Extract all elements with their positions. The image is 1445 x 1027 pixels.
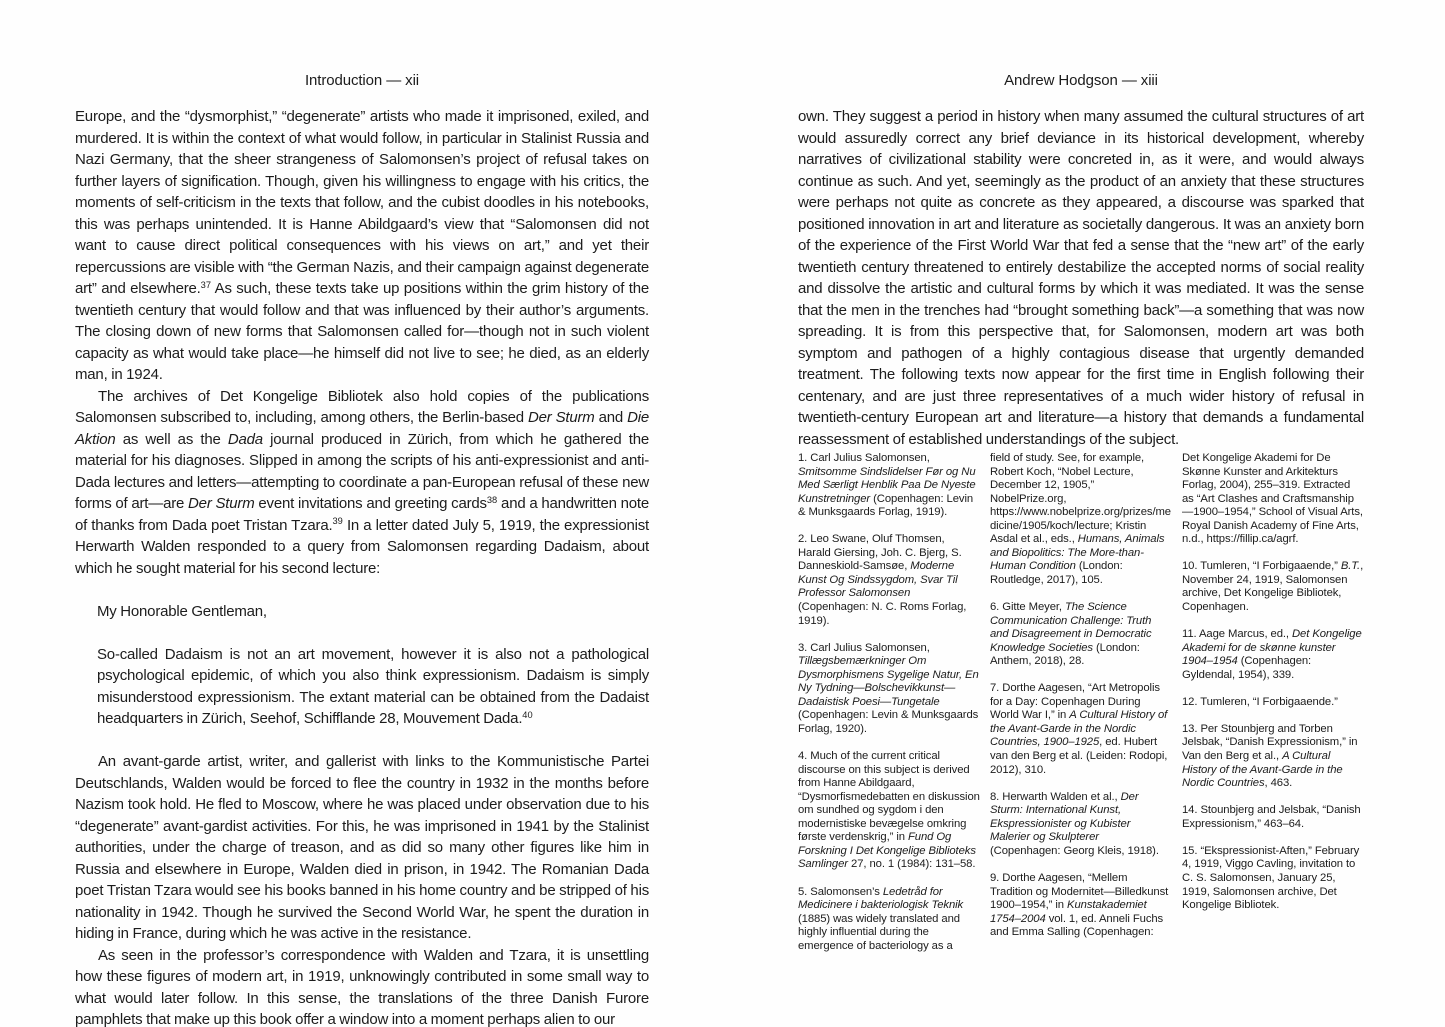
italic-title: Der Sturm bbox=[188, 495, 255, 512]
text-run: Det Kongelige Akademi for De Skønne Kunster and Arkitekturs Forlag, 2004), 255–319. Extracted as “Art Clashes and Craftsmanship—1900–1954,” School of Visual Arts, Royal Danish Academy of Fine Arts, n.d., https://fillip.ca/agrf. bbox=[1182, 452, 1363, 546]
text-run: and a handwritten note of thanks from Dada poet Tristan Tzara. bbox=[75, 495, 650, 534]
text-run: event invitations and greeting cards bbox=[254, 495, 487, 512]
text-run: As seen in the professor’s correspondence with Walden and Tzara, it is unsettling how these figures of modern art, in 1919, unknowingly contributed in some small way to what would later follow. In this sense, the translations of the three Danish Furore pamphlets that make up this book offer a window into a moment perhaps alien to our bbox=[75, 946, 649, 1027]
running-head-left: Introduction — xii bbox=[304, 72, 420, 89]
text-run: (Copenhagen: Georg Kleis, 1918). bbox=[990, 844, 1159, 857]
italic-title: Smitsomme Sindslidelser Før og Nu Med Særligt Henblik Paa De Nyeste Kunstretninger bbox=[798, 465, 976, 505]
text-run: 6. Gitte Meyer, bbox=[990, 601, 1065, 614]
text-run: Europe, and the “dysmorphist,” “degenerate” artists who made it imprisoned, exiled, and murdered. It is within the context of what would follow, in particular in Stalinist Russia and Nazi Germany, that the sheer strangeness of Salomonsen’s project of refusal takes on further layers of signification. Though, given his willingness to engage with his critics, the moments of self-criticism in the texts that follow, and the cubist doodles in his notebooks, this was perhaps unintended. It is Hanne Abildgaard’s view that “Salomonsen did not want to cause direct political consequences with his views on art,” and yet their repercussions are visible with “the German Nazis, and their campaign against degenerate art” and elsewhere. bbox=[75, 108, 649, 297]
text-run: as well as the bbox=[115, 430, 228, 448]
italic-title: A Cultural History of the Avant-Garde in the Nordic Countries, 1900–1925 bbox=[990, 709, 1168, 749]
italic-title: Moderne Kunst Og Sindssygdom, Svar Til Professor Salomonsen bbox=[798, 560, 958, 600]
text-run: , November 24, 1919, Salomonsen archive, Det Kongelige Bibliotek, Copenhagen. bbox=[1182, 560, 1364, 614]
text-run: (London: Routledge, 2017), 105. bbox=[990, 560, 1123, 586]
footnote bbox=[1182, 804, 1364, 831]
footnote bbox=[798, 452, 980, 520]
text-run: (Copenhagen: N. C. Roms Forlag, 1919). bbox=[798, 601, 967, 627]
italic-title: Ledetråd for Medicinere i bakteriologisk Teknik bbox=[798, 885, 964, 912]
paragraph bbox=[75, 106, 649, 386]
text-run: (Copenhagen: Levin & Munksgaards Forlag, 1920). bbox=[798, 709, 979, 735]
footnote bbox=[990, 791, 1172, 859]
footnote-column-2 bbox=[990, 452, 1172, 953]
paragraph bbox=[798, 106, 1364, 450]
body-text-left bbox=[75, 106, 649, 1027]
footnote-reference: 39 bbox=[332, 516, 343, 527]
text-run: , ed. Hubert van den Berg et al. (Leiden: Rodopi, 2012), 310. bbox=[990, 736, 1168, 776]
running-head-right: Andrew Hodgson — xiii bbox=[1004, 72, 1158, 89]
italic-title: Fund Og Forskning I Det Kongelige Biblioteks Samlinger bbox=[798, 831, 976, 871]
paragraph bbox=[75, 386, 649, 580]
text-run: own. They suggest a period in history when many assumed the cultural structures of art would assuredly correct any brief deviance in its historical development, whereby narratives of civilizational stability were concreted in, as it were, and would always continue as such. And yet, seemingly as the product of an anxiety that these structures were perhaps not quite as concrete as they appeared, a discourse was sparked that positioned innovation in art and literature as societally dangerous. It was an anxiety born of the experience of the First World War that fed a sense that the “new art” of the early twentieth century threatened to entirely destabilize the accepted norms of social reality and dissolve the artistic and cultural forms by which it was mediated. It was the sense that the men in the trenches had “brought something back”—a something that was now spreading. It is from this perspective that, for Salomonsen, modern art was both symptom and pathogen of a highly contagious disease that urgently demanded treatment. The following texts now appear for the first time in English following their centenary, and are just three representatives of a much wider history of refusal in twentieth-century European art and literature—a history that demands a fundamental reassessment of established understandings of the subject. bbox=[798, 108, 1364, 448]
italic-title: Tillægsbemærkninger Om Dysmorphismens Sygelige Natur, En Ny Tydning—Bolschevikkunst—Dadaistisk Poesi—Tungetale bbox=[798, 655, 979, 708]
footnote-reference: 37 bbox=[200, 279, 211, 290]
text-run: As such, these texts take up positions within the grim history of the twentieth century that would follow and that was influenced by their author’s arguments. The closing down of new forms that Salomonsen called for—though not in such violent capacity as what would take place—he himself did not live to see; he died, as an elderly man, in 1924. bbox=[75, 280, 649, 383]
italic-title: Der Sturm: International Kunst, Ekspressionister og Kubister Malerier og Skulpterer bbox=[990, 790, 1139, 844]
text-run: An avant-garde artist, writer, and gallerist with links to the Kommunistische Partei Deutschlands, Walden would be forced to flee the country in 1932 in the months before Nazism took hold. He fled to Moscow, where he was placed under observation due to his “degenerate” avant-gardist activities. For this, he was imprisoned in 1941 by the Stalinist authorities, under the charge of treason, and as did so many other figures like him in Russia and elsewhere in Europe, Walden died in prison, in 1942. The Romanian Dada poet Tristan Tzara would see his books banned in his home country and be stripped of his nationality in 1942. Though he survived the Second World War, he spent the duration in hiding in France, during which he was active in the resistance. bbox=[75, 753, 649, 942]
text-run: and bbox=[594, 409, 628, 426]
footnote-reference: 38 bbox=[486, 494, 498, 505]
footnote bbox=[798, 750, 980, 872]
text-run: 5. Salomonsen’s bbox=[798, 885, 883, 898]
text-run: In a letter dated July 5, 1919, the expressionist Herwarth Walden responded to a query from Salomonsen regarding Dadaism, about which he sought material for his second lecture: bbox=[75, 516, 649, 577]
footnote bbox=[990, 452, 1172, 587]
footnote-column-3 bbox=[1182, 452, 1364, 953]
footnote bbox=[1182, 696, 1364, 710]
text-run: journal produced in Zürich, from which he gathered the material for his diagnoses. Slipped in among the scripts of his anti-expressionist and anti-Dada lectures and letters—attempting to coordinate a pan-European refusal of these new forms of art—are bbox=[75, 430, 649, 512]
italic-title: The Science Communication Challenge: Truth and Disagreement in Democratic Knowledge Societies bbox=[990, 601, 1152, 654]
text-run: My Honorable Gentleman, bbox=[97, 602, 267, 620]
text-run: (Copenhagen: Levin & Munksgaards Forlag, 1919). bbox=[798, 492, 974, 519]
text-run: 4. Much of the current critical discourse on this subject is derived from Hanne Abildgaard, “Dysmorfismedebatten en diskussion om sundhed og sygdom i den modernistiske bevægelse omkring første verdenskrig,” in bbox=[798, 750, 980, 844]
paragraph bbox=[75, 945, 649, 1027]
text-run: 9. Dorthe Aagesen, “Mellem Tradition og Modernitet—Billedkunst 1900–1954,” in bbox=[990, 871, 1169, 912]
italic-title: B.T. bbox=[1340, 560, 1361, 573]
italic-title: Die Aktion bbox=[75, 409, 649, 448]
footnote bbox=[1182, 845, 1364, 913]
text-run: 15. “Ekspressionist-Aften,” February 4, 1919, Viggo Cavling, invitation to C. S. Salomonsen, January 25, 1919, Salomonsen archive, Det Kongelige Bibliotek. bbox=[1182, 844, 1360, 912]
footnote bbox=[990, 601, 1172, 669]
text-run: 3. Carl Julius Salomonsen, bbox=[798, 641, 930, 654]
paragraph bbox=[97, 601, 649, 623]
footnotes bbox=[798, 452, 1364, 953]
text-run: So-called Dadaism is not an art movement, however it is also not a pathological psychological epidemic, of which you also think expressionism. Dadaism is simply misunderstood expressionism. The extant material can be obtained from the Dadaist headquarters in Zürich, Seehof, Schifflande 28, Mouvement Dada. bbox=[97, 645, 649, 727]
italic-title: Humans, Animals and Biopolitics: The More-than-Human Condition bbox=[990, 533, 1165, 573]
footnote bbox=[798, 642, 980, 737]
footnote bbox=[990, 872, 1172, 940]
body-text-right bbox=[798, 106, 1364, 450]
text-run: 10. Tumleren, “I Forbigaaende,” bbox=[1182, 560, 1341, 573]
footnote bbox=[990, 682, 1172, 777]
paragraph bbox=[75, 751, 649, 945]
text-run: (Copenhagen: Gyldendal, 1954), 339. bbox=[1182, 655, 1312, 681]
text-run: 7. Dorthe Aagesen, “Art Metropolis for a Day: Copenhagen During World War I,” in bbox=[990, 682, 1160, 722]
footnote bbox=[798, 886, 980, 954]
text-run: field of study. See, for example, Robert Koch, “Nobel Lecture, December 12, 1905,” NobelPrize.org, https://www.nobelprize.org/prizes/medicine/1905/koch/lecture; Kristin Asdal et al., eds., bbox=[990, 452, 1171, 546]
text-run: 27, no. 1 (1984): 131–58. bbox=[847, 858, 976, 871]
italic-title: Kunstakademiet 1754–2004 bbox=[990, 899, 1147, 925]
footnote bbox=[1182, 723, 1364, 791]
italic-title: A Cultural History of the Avant-Garde in the Nordic Countries bbox=[1182, 750, 1343, 790]
text-run: vol. 1, ed. Anneli Fuchs and Emma Salling (Copenhagen: bbox=[990, 912, 1164, 939]
italic-title: Det Kongelige Akademi for de skønne kunster 1904–1954 bbox=[1182, 628, 1362, 668]
text-run: 13. Per Stounbjerg and Torben Jelsbak, “Danish Expressionism,” in Van den Berg et al., bbox=[1182, 722, 1358, 763]
footnote bbox=[1182, 452, 1364, 547]
italic-title: Der Sturm bbox=[527, 409, 595, 426]
text-run: 2. Leo Swane, Oluf Thomsen, Harald Giersing, Joh. C. Bjerg, S. Danneskiold-Samsøe, bbox=[798, 533, 962, 573]
text-run: 12. Tumleren, “I Forbigaaende.” bbox=[1182, 695, 1338, 708]
text-run: 1. Carl Julius Salomonsen, bbox=[798, 452, 930, 464]
text-run: 11. Aage Marcus, ed., bbox=[1182, 628, 1292, 641]
paragraph bbox=[97, 644, 649, 730]
text-run: , 463. bbox=[1264, 777, 1293, 790]
text-run: The archives of Det Kongelige Bibliotek also hold copies of the publications Salomonsen subscribed to, including, among others, the Berlin-based bbox=[75, 387, 649, 426]
footnote bbox=[1182, 628, 1364, 682]
text-run: (1885) was widely translated and highly influential during the emergence of bacteriology as a bbox=[798, 912, 960, 952]
text-run: 14. Stounbjerg and Jelsbak, “Danish Expressionism,” 463–64. bbox=[1182, 804, 1361, 830]
footnote bbox=[798, 533, 980, 628]
footnote-column-1 bbox=[798, 452, 980, 953]
text-run: 8. Herwarth Walden et al., bbox=[990, 790, 1121, 803]
footnote bbox=[1182, 560, 1364, 614]
footnote-reference: 40 bbox=[522, 709, 533, 720]
text-run: (London: Anthem, 2018), 28. bbox=[990, 641, 1140, 668]
italic-title: Dada bbox=[227, 430, 263, 448]
